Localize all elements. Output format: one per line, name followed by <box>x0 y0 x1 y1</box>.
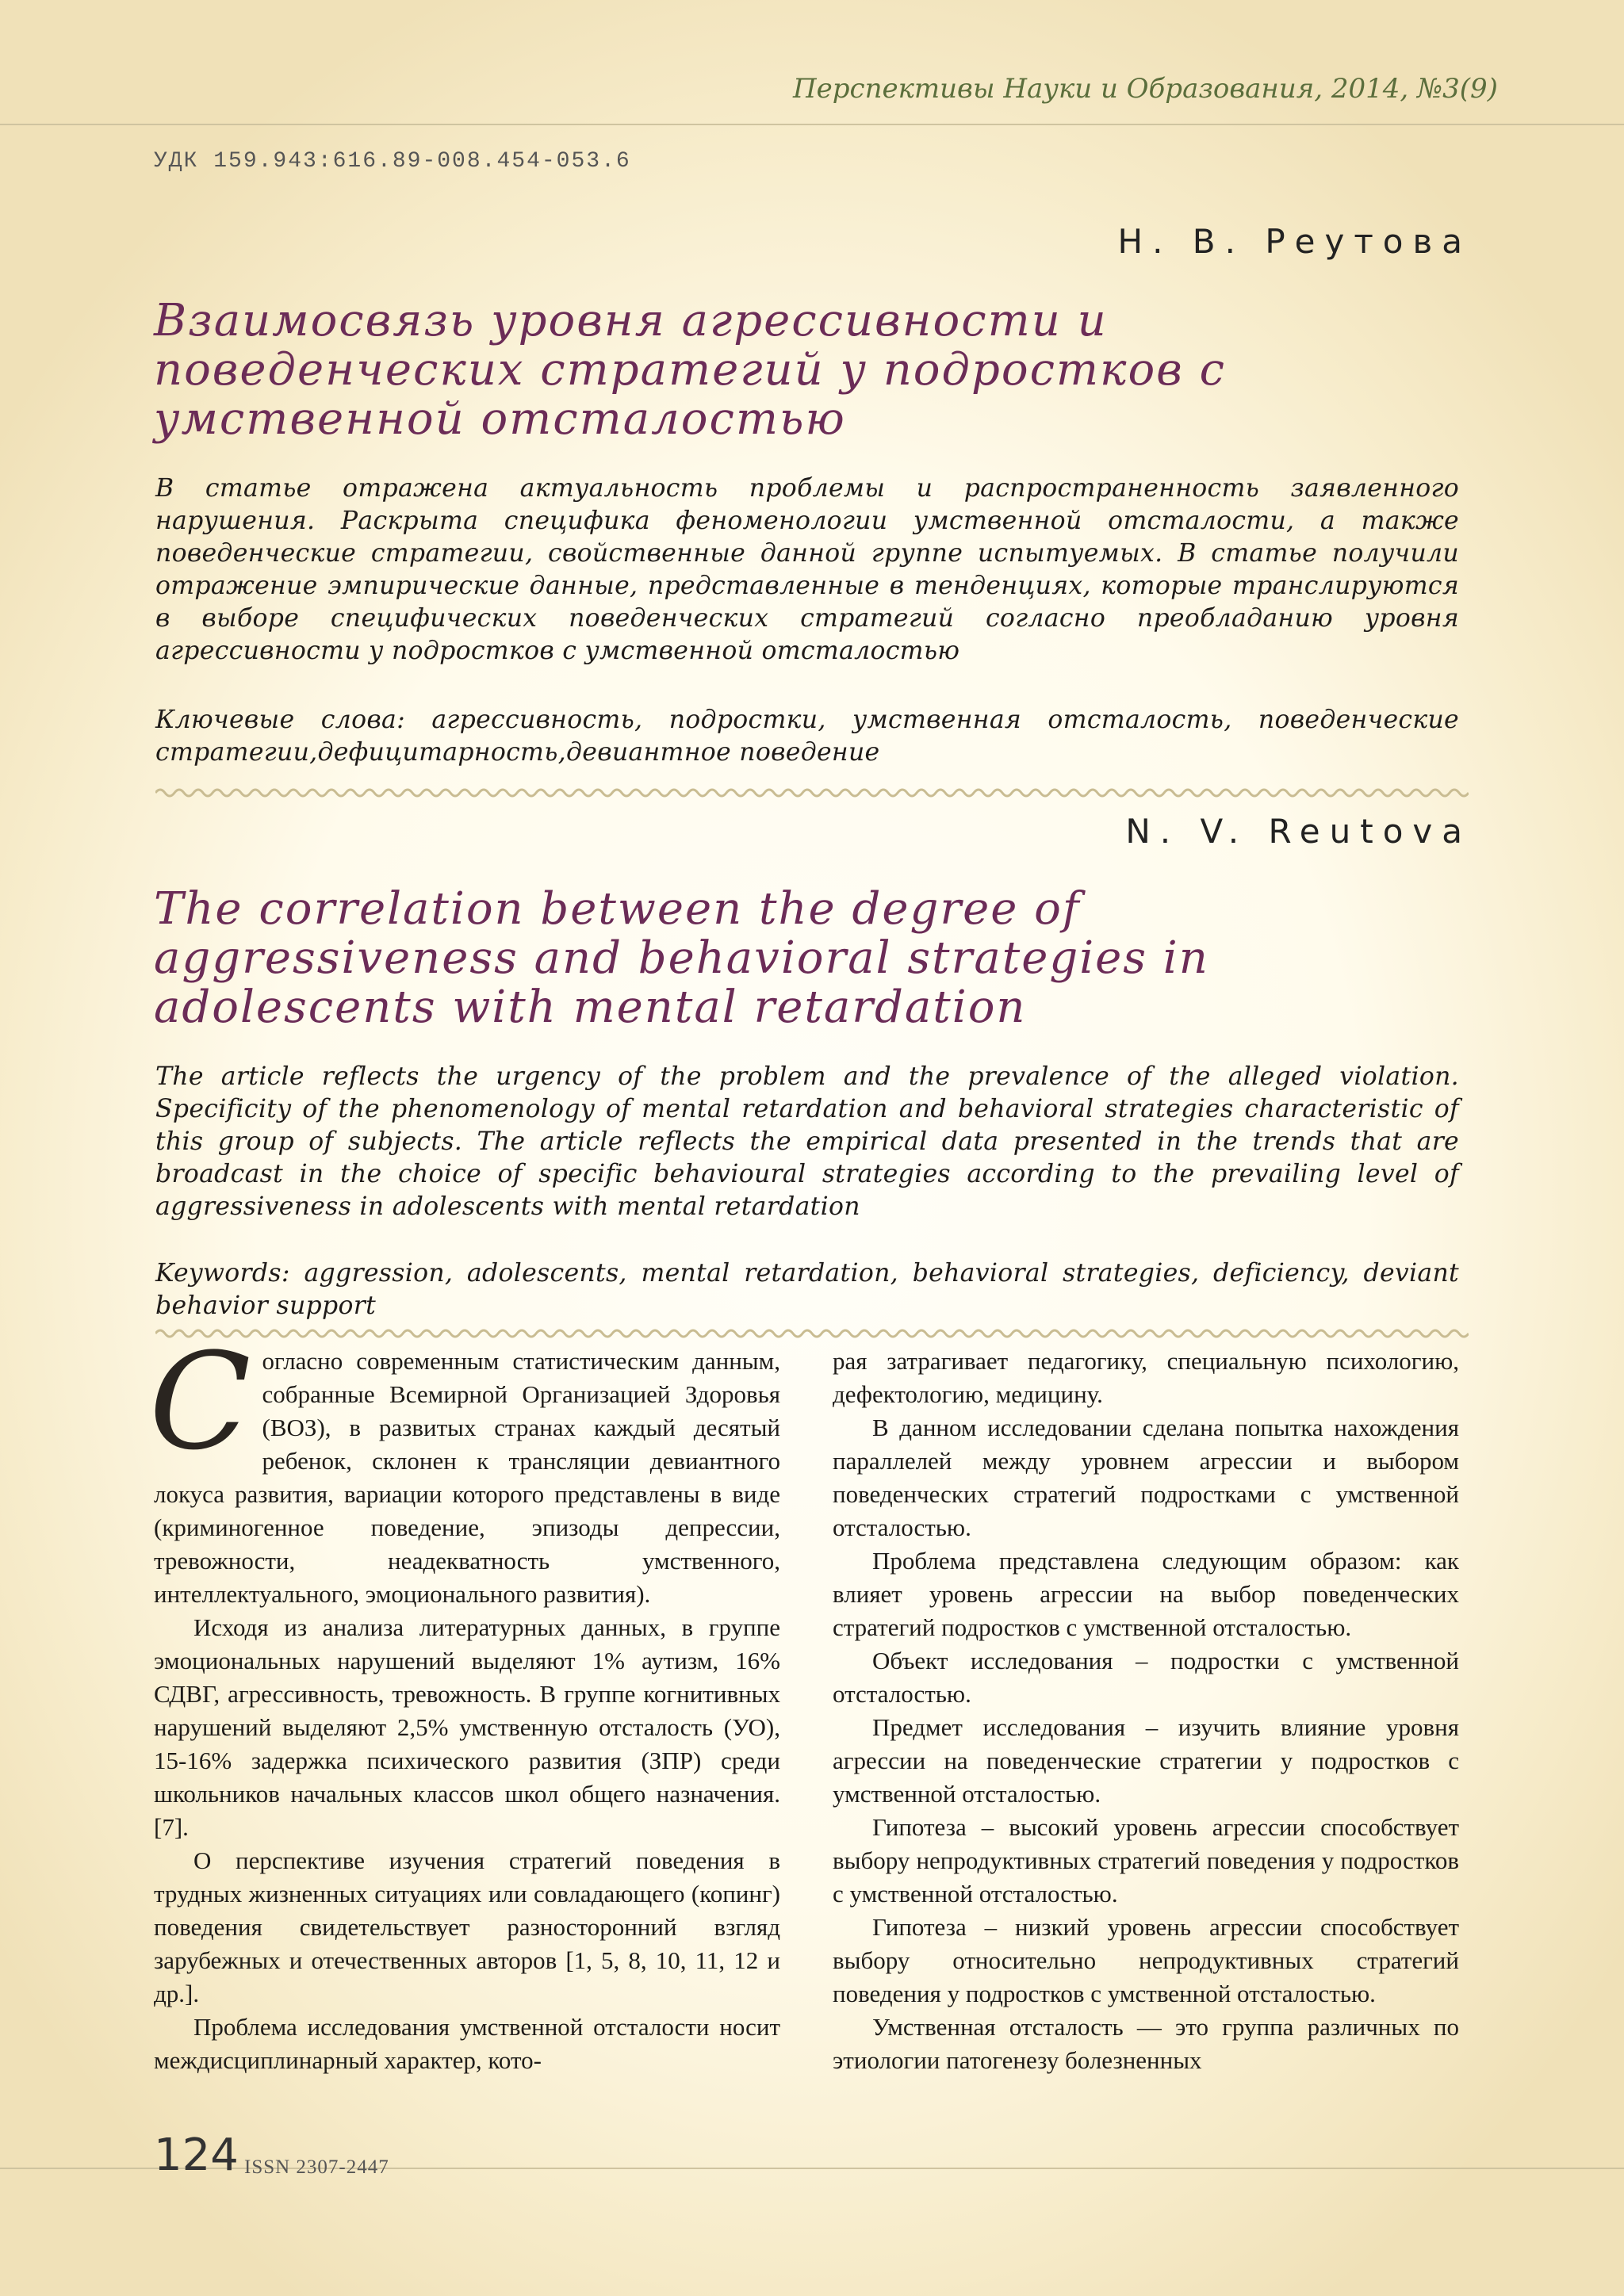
author-en: N. V. Reutova <box>1125 812 1472 851</box>
body-right-column <box>833 1345 1459 2077</box>
wave-divider <box>155 785 1469 801</box>
title-ru: Взаимосвязь уровня агрессивности и поведенческих стратегий у подростков с умственной отсталостью <box>154 295 1226 445</box>
header-rule <box>0 124 1624 125</box>
body-left-column <box>149 1324 780 2077</box>
drop-cap: С <box>149 1324 251 1479</box>
udc-code: УДК 159.943:616.89-008.454-053.6 <box>154 149 631 174</box>
paragraph: Умственная отсталость — это группа различных по этиологии патогенезу болезненных <box>833 2013 1459 2074</box>
paragraph: О перспективе изучения стратегий поведения в трудных жизненных ситуациях или совладающего (копинг) поведения свидетельствует разносторонний взгляд зарубежных и отечественных авторов [1, 5, 8, 10, 11, 12 и др.]. <box>154 1846 780 2007</box>
title-en: The correlation between the degree of aggressiveness and behavioral strategies in adolescents with mental retardation <box>154 883 1209 1033</box>
page-number: 124 <box>154 2130 239 2181</box>
issn: ISSN 2307-2447 <box>244 2156 389 2178</box>
abstract-en: The article reflects the urgency of the problem and the prevalence of the alleged violation. Specificity of the phenomenology of mental retardation and behavioral strategies characteristic of this group of subjects. The article reflects the empirical data presented in the trends that are broadcast in the choice of specific behavioural strategies according to the prevailing level of aggressiveness in adolescents with mental retardation <box>155 1062 1459 1221</box>
paragraph: рая затрагивает педагогику, специальную психологию, дефектологию, медицину. <box>833 1347 1459 1408</box>
keywords-ru: Ключевые слова: агрессивность, подростки, умственная отсталость, поведенческие стратегии,дефицитарность,девиантное поведение <box>155 706 1459 767</box>
paragraph: Гипотеза – высокий уровень агрессии способствует выбору непродуктивных стратегий поведения у подростков с умственной отсталостью. <box>833 1813 1459 1908</box>
paragraph: Проблема представлена следующим образом: как влияет уровень агрессии на выбор поведенческих стратегий подростков с умственной отсталостью. <box>833 1547 1459 1641</box>
journal-header: Перспективы Науки и Образования, 2014, №3(9) <box>793 73 1498 105</box>
author-ru: Н. В. Реутова <box>1117 222 1472 261</box>
paragraph: Объект исследования – подростки с умственной отсталостью. <box>833 1647 1459 1708</box>
paragraph: Предмет исследования – изучить влияние уровня агрессии на поведенческие стратегии у подростков с умственной отсталостью. <box>833 1713 1459 1808</box>
keywords-en: Keywords: aggression, adolescents, mental retardation, behavioral strategies, deficiency, deviant behavior support <box>155 1259 1459 1320</box>
wave-divider <box>155 1326 1469 1341</box>
abstract-ru: В статье отражена актуальность проблемы и распространенность заявленного нарушения. Раскрыта специфика феноменологии умственной отсталости, а также поведенческие стратегии, свойственные данной группе испытуемых. В статье получили отражение эмпирические данные, представленные в тенденциях, которые транслируются в выборе специфических поведенческих стратегий согласно преобладанию уровня агрессивности у подростков с умственной отсталостью <box>155 474 1459 665</box>
paragraph: Исходя из анализа литературных данных, в группе эмоциональных нарушений выделяют 1% аутизм, 16% СДВГ, агрессивность, тревожность. В группе когнитивных нарушений выделяют 2,5% умственную отсталость (УО), 15-16% задержка психического развития (ЗПР) среди школьников начальных классов школ общего назначения. [7]. <box>154 1613 780 1841</box>
paragraph: Проблема исследования умственной отсталости носит междисциплинарный характер, кото- <box>154 2013 780 2074</box>
paragraph: Гипотеза – низкий уровень агрессии способствует выбору относительно непродуктивных стратегий поведения у подростков с умственной отсталостью. <box>833 1913 1459 2007</box>
paragraph: Согласно современным статистическим данным, собранные Всемирной Организацией Здоровья (ВОЗ), в развитых странах каждый десятый ребенок, склонен к трансляции девиантного локуса развития, вариации которого представлены в виде (криминогенное поведение, эпизоды депрессии, тревожности, неадекватность умственного, интеллектуального, эмоционального развития). <box>149 1324 780 1608</box>
paragraph: В данном исследовании сделана попытка нахождения параллелей между уровнем агрессии и выбором поведенческих стратегий подростками с умственной отсталостью. <box>833 1414 1459 1541</box>
